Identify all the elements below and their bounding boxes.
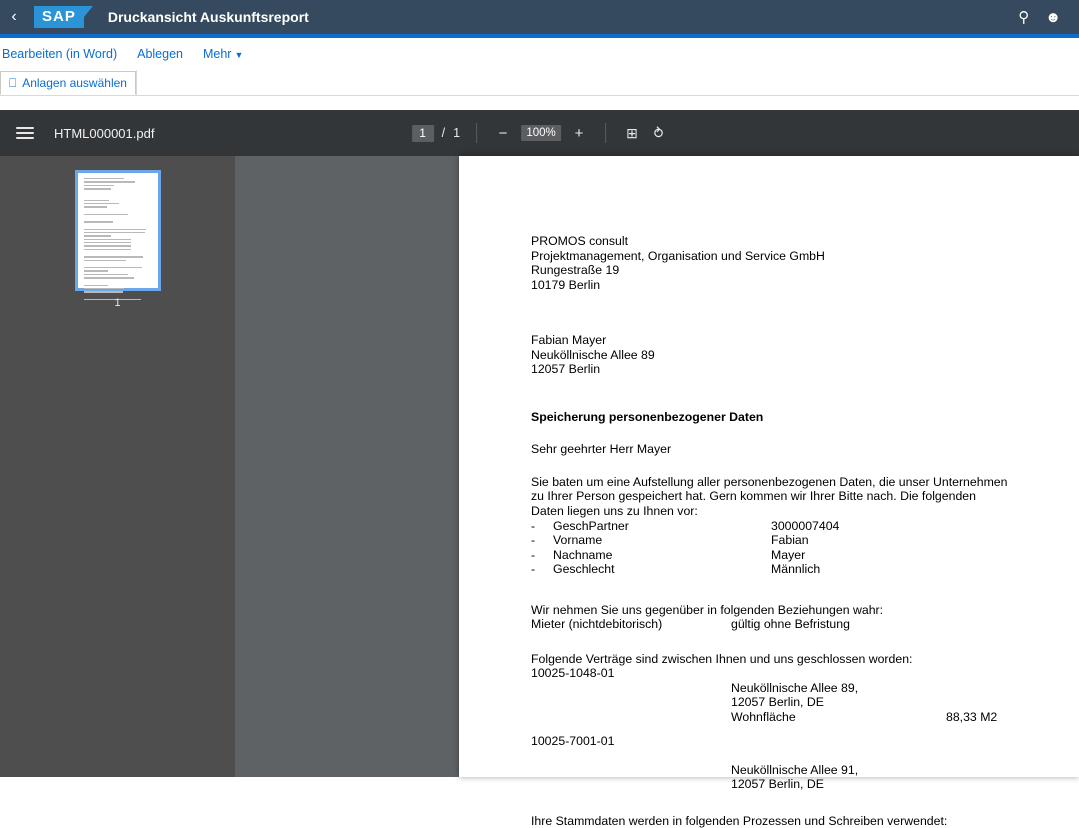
contract-detail-row bbox=[531, 695, 1079, 710]
edit-in-word-button[interactable]: Bearbeiten (in Word) bbox=[0, 47, 127, 61]
toolbar-divider-1 bbox=[476, 123, 477, 143]
attachment-subbar bbox=[0, 70, 1079, 96]
contract-detail-row bbox=[531, 710, 1079, 725]
page-thumbnail-1[interactable] bbox=[75, 170, 161, 291]
content-gap bbox=[0, 96, 1079, 110]
contract-entry bbox=[531, 734, 1079, 792]
sender-line-2: Projektmanagement, Organisation und Service GmbH bbox=[531, 249, 1079, 264]
document-intro: Sie baten um eine Aufstellung aller personenbezogenen Daten, die unser Unternehmen zu Ihrer Person gespeichert hat. Gern kommen wir Ihrer Bitte nach. Die folgenden Daten liegen uns zu Ihnen vor: bbox=[531, 475, 1011, 519]
total-pages: 1 bbox=[453, 126, 460, 140]
attachment-select-icon: ⎕ bbox=[9, 77, 16, 89]
file-away-button[interactable]: Ablegen bbox=[127, 47, 193, 61]
recipient-line-2: Neuköllnische Allee 89 bbox=[531, 348, 1079, 363]
document-salutation: Sehr geehrter Herr Mayer bbox=[531, 442, 1079, 457]
contract-detail-row bbox=[531, 763, 1079, 778]
page-title: Druckansicht Auskunftsreport bbox=[108, 9, 309, 25]
thumbnail-pane bbox=[0, 156, 235, 777]
list-item bbox=[531, 533, 1079, 547]
user-icon[interactable]: ☻ bbox=[1037, 9, 1069, 26]
minus-icon[interactable]: − bbox=[493, 125, 513, 142]
select-attachments-tab[interactable] bbox=[0, 71, 136, 95]
rotate-icon[interactable]: ⥁ bbox=[650, 125, 668, 142]
personal-data-list bbox=[531, 519, 1079, 577]
action-toolbar bbox=[0, 38, 1079, 70]
list-key: GeschPartner bbox=[553, 519, 771, 533]
list-item bbox=[531, 562, 1079, 576]
page-number-input[interactable] bbox=[412, 125, 434, 142]
list-item bbox=[531, 548, 1079, 562]
document-footer-line: Ihre Stammdaten werden in folgenden Prozessen und Schreiben verwendet: bbox=[531, 814, 1079, 828]
contract-address-line-2: 12057 Berlin, DE bbox=[731, 777, 946, 792]
pdf-viewer bbox=[0, 110, 1079, 777]
contract-attribute: Wohnfläche bbox=[731, 710, 946, 725]
list-key: Geschlecht bbox=[553, 562, 771, 576]
more-button[interactable] bbox=[193, 47, 253, 61]
contract-address-line-1: Neuköllnische Allee 89, bbox=[731, 681, 946, 696]
recipient-line-1: Fabian Mayer bbox=[531, 333, 1079, 348]
select-attachments-label: Anlagen auswählen bbox=[22, 76, 127, 90]
list-dash: - bbox=[531, 533, 553, 547]
list-dash: - bbox=[531, 548, 553, 562]
sender-line-1: PROMOS consult bbox=[531, 234, 1079, 249]
hamburger-menu-icon[interactable] bbox=[16, 127, 34, 139]
relations-heading: Wir nehmen Sie uns gegenüber in folgenden Beziehungen wahr: bbox=[531, 603, 1079, 618]
relation-type: Mieter (nichtdebitorisch) bbox=[531, 617, 731, 632]
contract-number: 10025-7001-01 bbox=[531, 734, 1079, 749]
list-item bbox=[531, 519, 1079, 533]
page-separator: / bbox=[442, 126, 445, 140]
document-subject: Speicherung personenbezogener Daten bbox=[531, 410, 1079, 425]
contract-entry bbox=[531, 666, 1079, 724]
search-icon[interactable]: ⚲ bbox=[1010, 8, 1037, 26]
list-value: Fabian bbox=[771, 533, 809, 547]
fit-page-icon[interactable]: ⊞ bbox=[622, 125, 642, 142]
contract-detail-row bbox=[531, 681, 1079, 696]
list-value: Mayer bbox=[771, 548, 805, 562]
shell-header bbox=[0, 0, 1079, 34]
contract-value: 88,33 M2 bbox=[946, 710, 1036, 725]
thumbnail-page-label: 1 bbox=[114, 297, 120, 309]
relation-row bbox=[531, 617, 1079, 632]
plus-icon[interactable]: + bbox=[569, 125, 589, 142]
contract-number: 10025-1048-01 bbox=[531, 666, 1079, 681]
back-chevron-icon: ‹ bbox=[11, 8, 16, 26]
contracts-heading: Folgende Verträge sind zwischen Ihnen und uns geschlossen worden: bbox=[531, 652, 1079, 667]
sender-line-4: 10179 Berlin bbox=[531, 278, 1079, 293]
pdf-filename: HTML000001.pdf bbox=[54, 126, 154, 141]
back-button[interactable] bbox=[0, 0, 28, 34]
contract-detail-row bbox=[531, 777, 1079, 792]
contract-address-line-2: 12057 Berlin, DE bbox=[731, 695, 946, 710]
zoom-level[interactable]: 100% bbox=[521, 125, 561, 141]
document-pane bbox=[235, 156, 1079, 777]
sender-block bbox=[531, 234, 1079, 292]
pdf-toolbar bbox=[0, 110, 1079, 156]
shell-actions bbox=[1010, 8, 1079, 26]
list-key: Vorname bbox=[553, 533, 771, 547]
list-key: Nachname bbox=[553, 548, 771, 562]
list-dash: - bbox=[531, 562, 553, 576]
subbar-filler bbox=[136, 70, 1079, 95]
recipient-line-3: 12057 Berlin bbox=[531, 362, 1079, 377]
sap-logo: SAP bbox=[34, 6, 84, 28]
sender-line-3: Rungestraße 19 bbox=[531, 263, 1079, 278]
contract-address-line-1: Neuköllnische Allee 91, bbox=[731, 763, 946, 778]
relation-validity: gültig ohne Befristung bbox=[731, 617, 850, 632]
more-label: Mehr bbox=[203, 47, 231, 61]
toolbar-divider-2 bbox=[605, 123, 606, 143]
chevron-down-icon: ▼ bbox=[234, 50, 243, 60]
list-value: Männlich bbox=[771, 562, 820, 576]
recipient-block bbox=[531, 333, 1079, 377]
pdf-toolbar-controls bbox=[412, 123, 668, 143]
pdf-page bbox=[459, 156, 1079, 777]
list-dash: - bbox=[531, 519, 553, 533]
pdf-viewer-body bbox=[0, 156, 1079, 777]
list-value: 3000007404 bbox=[771, 519, 839, 533]
